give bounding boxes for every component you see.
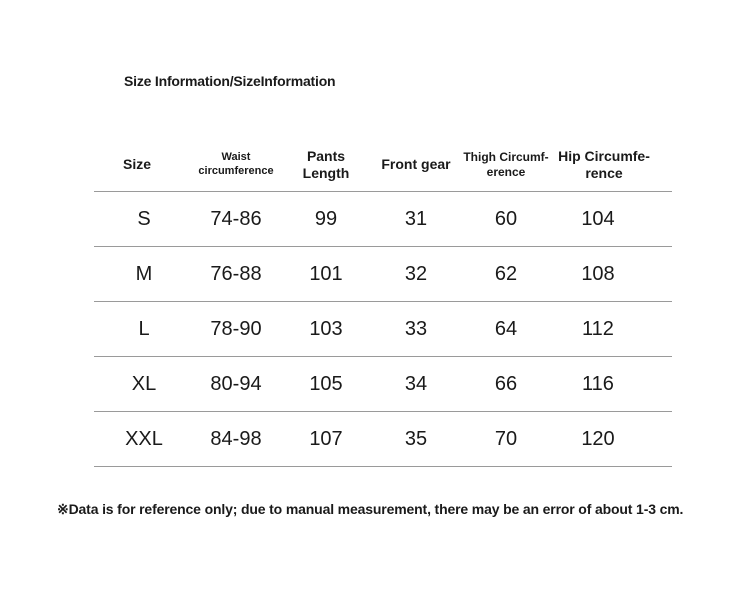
- table-row: [94, 357, 672, 412]
- page-title: Size Information/SizeInformation: [124, 73, 336, 89]
- cell-hip: 104: [581, 207, 615, 230]
- header-pants-length: [290, 138, 362, 191]
- size-table: [94, 138, 672, 467]
- header-hip-line2: rence: [585, 164, 623, 181]
- cell-size: S: [137, 207, 151, 230]
- cell-waist: 84-98: [210, 427, 262, 450]
- cell-size: L: [138, 317, 150, 340]
- cell-thigh: 64: [494, 317, 518, 340]
- cell-pants-length: 105: [309, 372, 343, 395]
- cell-front-gear: 32: [404, 262, 428, 285]
- header-pants-line2: Length: [302, 164, 350, 181]
- header-front-gear: [375, 138, 457, 191]
- footnote: ※Data is for reference only; due to manual measurement, there may be an error of about 1-3 cm.: [57, 501, 684, 517]
- table-row: [94, 247, 672, 302]
- cell-front-gear: 33: [404, 317, 428, 340]
- cell-front-gear: 34: [404, 372, 428, 395]
- cell-size: XL: [131, 372, 157, 395]
- header-hip-line1: Hip Circumfe-: [558, 147, 650, 164]
- cell-hip: 112: [582, 317, 614, 340]
- header-waist-line1: Waist: [221, 151, 251, 164]
- cell-waist: 76-88: [210, 262, 262, 285]
- header-hip: [556, 138, 652, 191]
- cell-hip: 108: [581, 262, 615, 285]
- cell-waist: 80-94: [210, 372, 262, 395]
- header-thigh-line1: Thigh Circumf-: [463, 150, 549, 165]
- cell-waist: 74-86: [210, 207, 262, 230]
- cell-front-gear: 31: [404, 207, 428, 230]
- cell-waist: 78-90: [210, 317, 262, 340]
- table-row: [94, 412, 672, 467]
- header-size: [108, 138, 166, 191]
- table-row: [94, 302, 672, 357]
- cell-thigh: 66: [494, 372, 518, 395]
- cell-pants-length: 103: [309, 317, 343, 340]
- cell-thigh: 60: [494, 207, 518, 230]
- cell-thigh: 70: [494, 427, 518, 450]
- header-waist: [191, 138, 281, 191]
- header-front-gear-label: Front gear: [381, 156, 451, 173]
- cell-hip: 116: [582, 372, 614, 395]
- header-thigh-line2: erence: [486, 164, 526, 179]
- cell-pants-length: 99: [314, 207, 338, 230]
- header-size-label: Size: [122, 156, 151, 173]
- cell-size: XXL: [125, 427, 163, 450]
- header-waist-line2: circumference: [198, 164, 274, 177]
- table-row: [94, 192, 672, 247]
- table-header-row: [94, 138, 672, 192]
- cell-thigh: 62: [494, 262, 518, 285]
- cell-hip: 120: [581, 427, 615, 450]
- cell-pants-length: 101: [309, 262, 343, 285]
- cell-pants-length: 107: [309, 427, 343, 450]
- header-thigh: [460, 138, 552, 191]
- cell-size: M: [135, 262, 153, 285]
- header-pants-line1: Pants: [306, 147, 346, 164]
- cell-front-gear: 35: [404, 427, 428, 450]
